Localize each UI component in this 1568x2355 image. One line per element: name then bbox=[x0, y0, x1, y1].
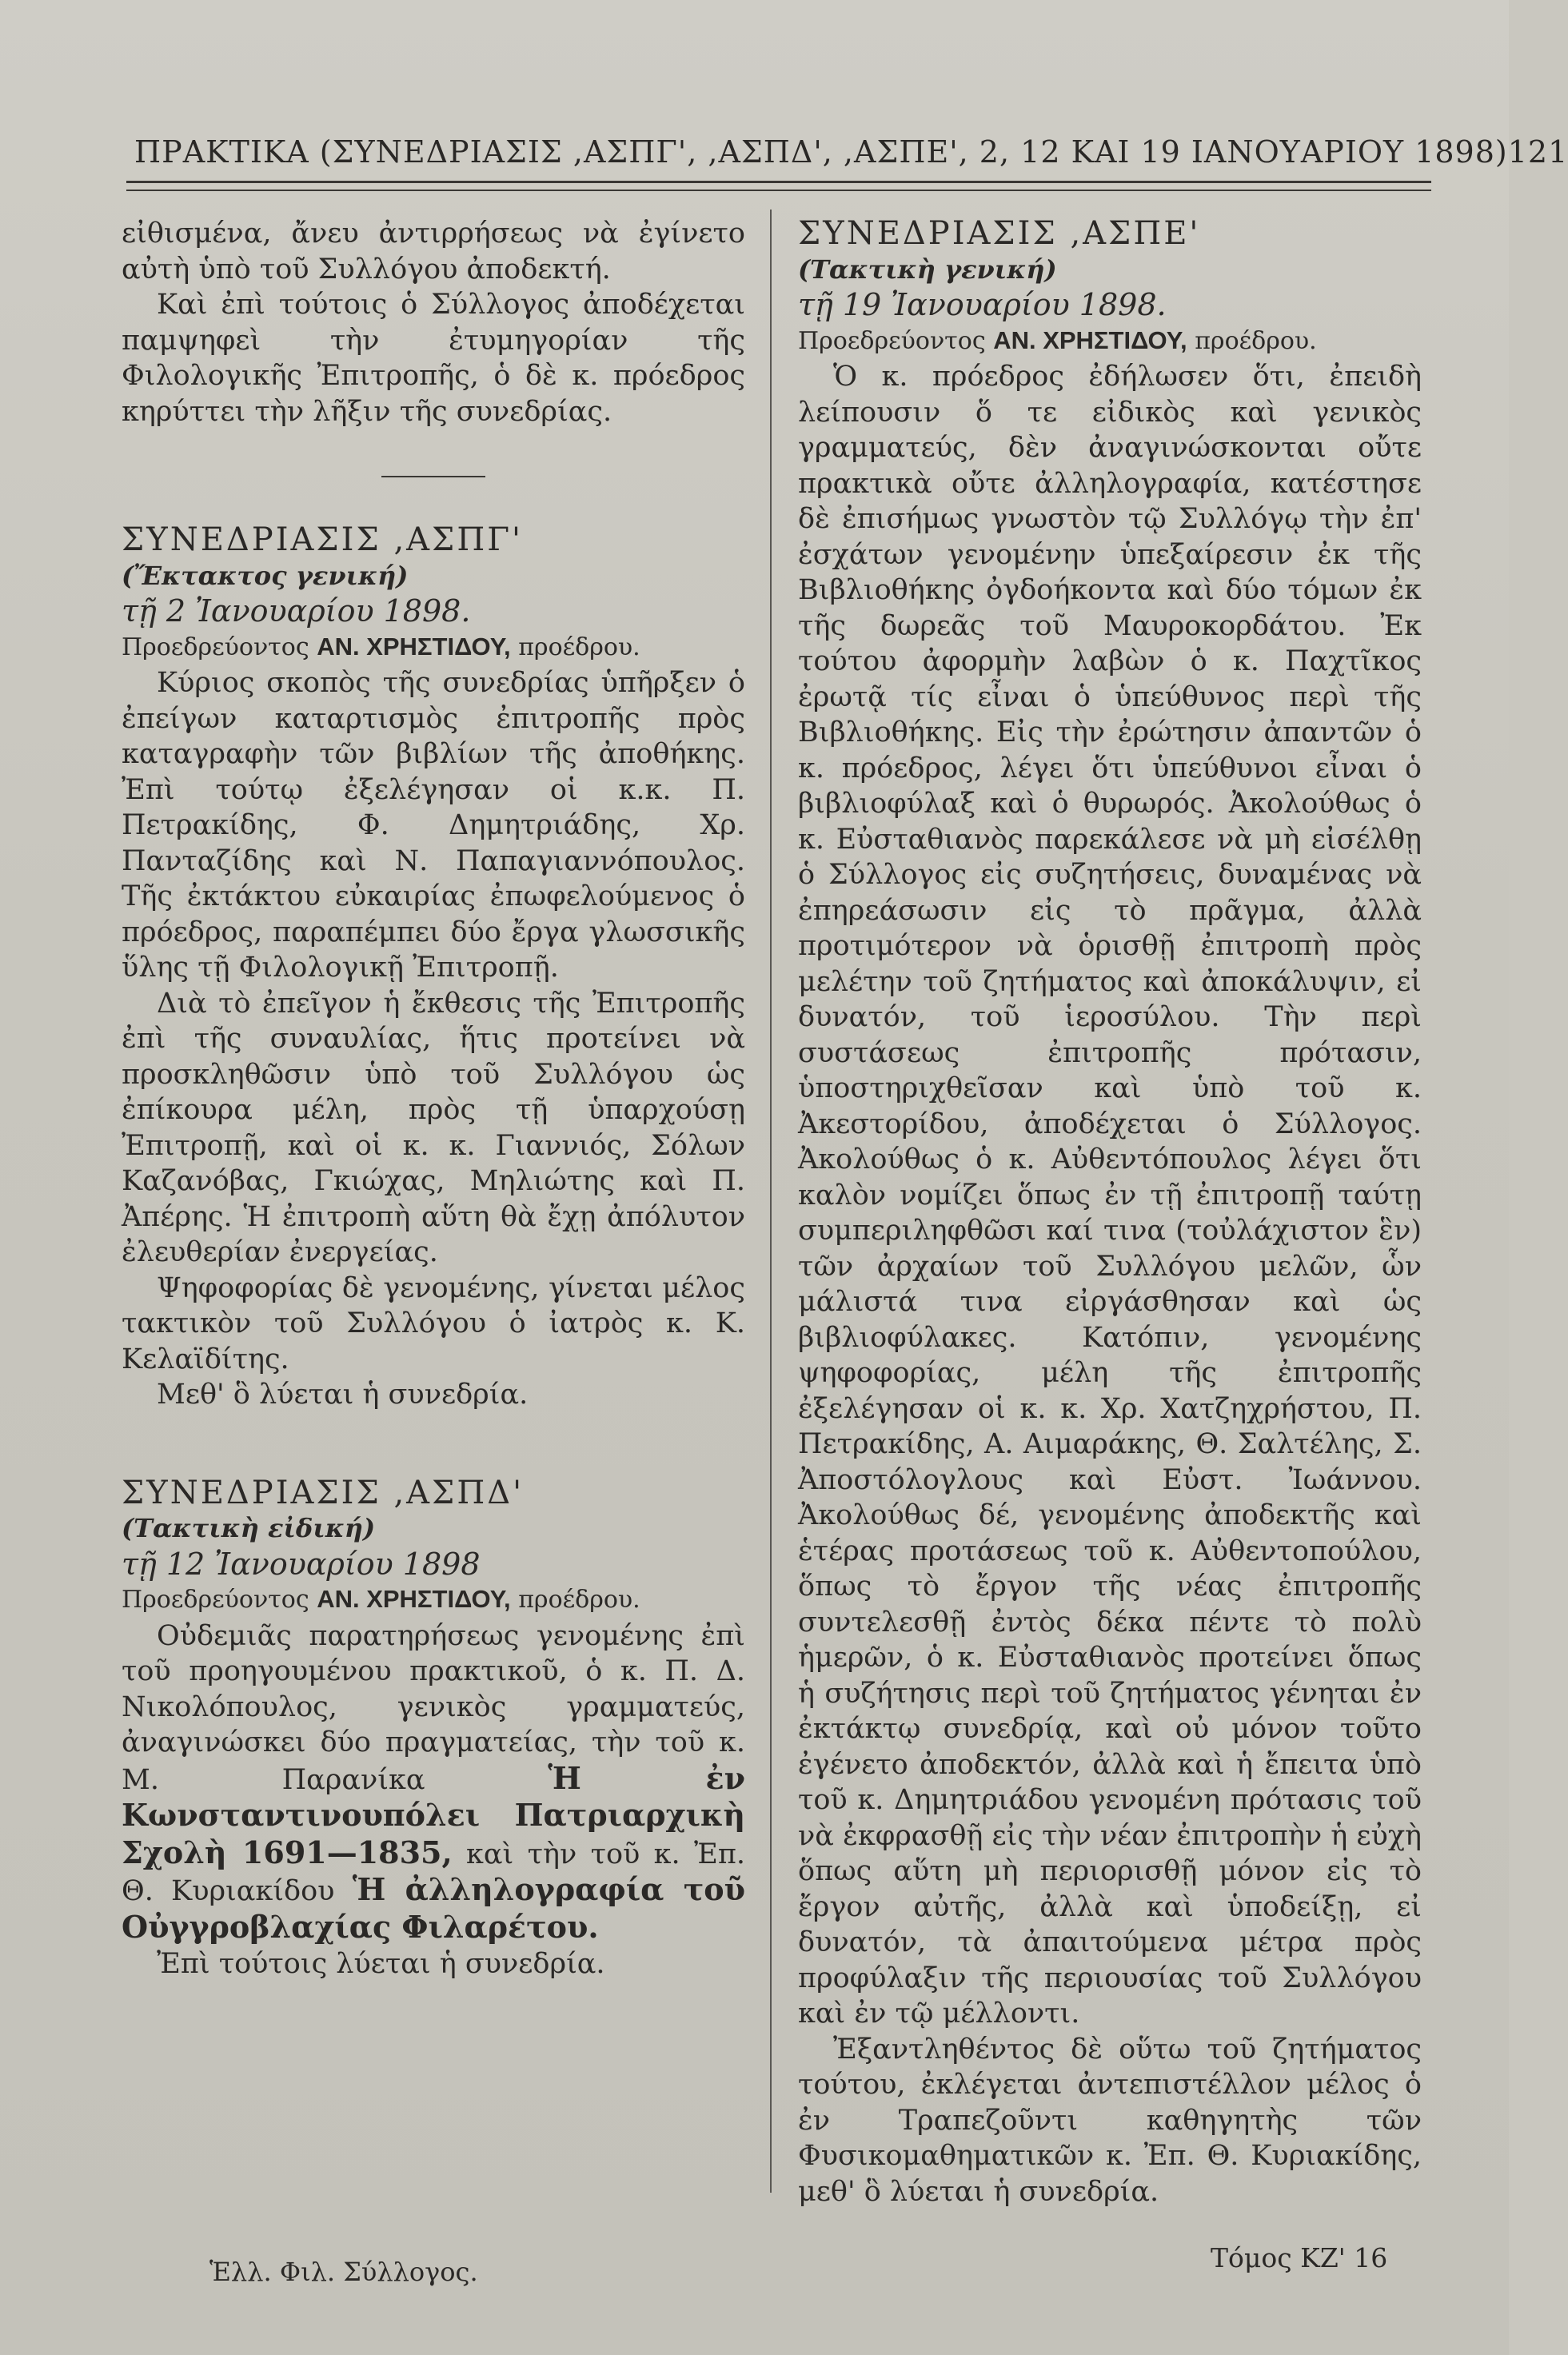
footer-signature: Ἑλλ. Φιλ. Σύλλογος. bbox=[209, 2257, 478, 2287]
presiding-suffix: προέδρου. bbox=[518, 1586, 640, 1614]
presiding-prefix: Προεδρεύοντος bbox=[122, 1586, 309, 1614]
left-column bbox=[122, 216, 745, 1982]
presiding-suffix: προέδρου. bbox=[1195, 326, 1317, 355]
work-title: Ἡ ἀλληλογραφία τοῦ Οὐγγροβλαχίας Φιλαρέτου. bbox=[122, 1871, 745, 1945]
session-paragraph: Ὁ κ. πρόεδρος ἐδήλωσεν ὅτι, ἐπειδὴ λείπουσιν ὅ τε εἰδικὸς καὶ γενικὸς γραμματεύς, δὲν ἀναγινώσκονται οὔτε πρακτικὰ οὔτε ἀλληλογραφία, κατέστησε δὲ ἐπισήμως γνωστὸν τῷ Συλλόγῳ τὴν ἐπ' ἐσχάτων γενομένην ὑπεξαίρεσιν ἐκ τῆς Βιβλιοθήκης ὀγδοήκοντα καὶ δύο τόμων ἐκ τῆς δωρεᾶς τοῦ Μαυροκορδάτου. Ἐκ τούτου ἀφορμὴν λαβὼν ὁ κ. Παχτῖκος ἐρωτᾷ τίς εἶναι ὁ ὑπεύθυνος περὶ τῆς Βιβλιοθήκης. Εἰς τὴν ἐρώτησιν ἀπαντῶν ὁ κ. πρόεδρος, λέγει ὅτι ὑπεύθυνοι εἶναι ὁ βιβλιοφύλαξ καὶ ὁ θυρωρός. Ἀκολούθως ὁ κ. Εὐσταθιανὸς παρεκάλεσε νὰ μὴ εἰσέλθῃ ὁ Σύλλογος εἰς συζητήσεις, δυναμένας νὰ ἐπηρεάσωσιν εἰς τὸ πρᾶγμα, ἀλλὰ προτιμότερον νὰ ὁρισθῇ ἐπιτροπὴ πρὸς μελέτην τοῦ ζητήματος καὶ ἀποκάλυψιν, εἰ δυνατόν, τοῦ ἱεροσύλου. Τὴν περὶ συστάσεως ἐπιτροπῆς πρότασιν, ὑποστηριχθεῖσαν καὶ ὑπὸ τοῦ κ. Ἀκεστορίδου, ἀποδέχεται ὁ Σύλλογος. Ἀκολούθως ὁ κ. Αὐθεντόπουλος λέγει ὅτι καλὸν νομίζει ὅπως ἐν τῇ ἐπιτροπῇ ταύτῃ συμπεριληφθῶσι καί τινα (τοὐλάχιστον ἓν) τῶν ἀρχαίων τοῦ Συλλόγου μελῶν, ὧν μάλιστά τινα εἰργάσθησαν καὶ ὡς βιβλιοφύλακες. Κατόπιν, γενομένης ψηφοφορίας, μέλη τῆς ἐπιτροπῆς ἐξελέγησαν οἱ κ. κ. Χρ. Χατζηχρήστου, Π. Πετρακίδης, Α. Αιμαράκης, Θ. Σαλτέλης, Σ. Ἀποστόλογλους καὶ Εὐστ. Ἰωάννου. Ἀκολούθως δέ, γενομένης ἀποδεκτῆς καὶ ἑτέρας προτάσεως τοῦ κ. Αὐθεντοπούλου, ὅπως τὸ ἔργον τῆς νέας ἐπιτροπῆς συντελεσθῇ ἐντὸς δέκα πέντε τὸ πολὺ ἡμερῶν, ὁ κ. Εὐσταθιανὸς προτείνει ὅπως ἡ συζήτησις περὶ τοῦ ζητήματος γένηται ἐν ἐκτάκτῳ συνεδρίᾳ, καὶ οὐ μόνον τοῦτο ἐγένετο ἀποδεκτόν, ἀλλὰ καὶ ἡ ἔπειτα ὑπὸ τοῦ κ. Δημητριάδου γενομένη πρότασις τοῦ νὰ ἐκφρασθῇ εἰς τὴν νέαν ἐπιτροπὴν ἡ εὐχὴ ὅπως αὕτη μὴ περιορισθῇ μόνον εἰς τὸ ἔργον αὐτῆς, ἀλλὰ καὶ ὑποδείξῃ, εἰ δυνατόν, τὰ ἀπαιτούμενα μέτρα πρὸς προφύλαξιν τῆς περιουσίας τοῦ Συλλόγου καὶ ἐν τῷ μέλλοντι. bbox=[798, 361, 1422, 2030]
presiding-prefix: Προεδρεύοντος bbox=[798, 326, 986, 355]
session-paragraph bbox=[122, 1619, 745, 1947]
session-aspd bbox=[122, 1475, 745, 1982]
presiding-line bbox=[122, 629, 745, 666]
session-paragraph: Διὰ τὸ ἐπεῖγον ἡ ἔκθεσις τῆς Ἐπιτροπῆς ἐπὶ τῆς συναυλίας, ἥτις προτείνει νὰ προσκληθῶσιν ὑπὸ τοῦ Συλλόγου ὡς ἐπίκουρα μέλη, πρὸς τῇ ὑπαρχούσῃ Ἐπιτροπῇ, καὶ οἱ κ. κ. Γιαννιός, Σόλων Καζανόβας, Γκιώχας, Μηλιώτης καὶ Π. Ἀπέρης. Ἡ ἐπιτροπὴ αὕτη θὰ ἔχῃ ἀπόλυτον ἐλευθερίαν ἐνεργείας. bbox=[122, 987, 745, 1268]
presiding-prefix: Προεδρεύοντος bbox=[122, 633, 309, 661]
right-column bbox=[798, 216, 1422, 2209]
session-date: τῇ 19 Ἰανουαρίου 1898. bbox=[798, 287, 1167, 322]
session-paragraph: Ψηφοφορίας δὲ γενομένης, γίνεται μέλος τακτικὸν τοῦ Συλλόγου ὁ ἰατρὸς κ. Κ. Κελαϊδίτης. bbox=[122, 1271, 745, 1375]
session-type: (Τακτικὴ εἰδική) bbox=[122, 1513, 376, 1543]
session-date: τῇ 2 Ἰανουαρίου 1898. bbox=[122, 593, 471, 629]
column-divider bbox=[770, 210, 772, 2193]
session-paragraph: Ἐπὶ τούτοις λύεται ἡ συνεδρία. bbox=[157, 1948, 605, 1980]
session-aspg bbox=[122, 522, 745, 1413]
session-type: (Τακτικὴ γενική) bbox=[798, 253, 1057, 285]
footer-volume: Τόμος ΚΖ' 16 bbox=[1211, 2242, 1388, 2273]
presiding-name: ΑΝ. ΧΡΗΣΤΙΔΟΥ, bbox=[317, 632, 511, 661]
session-date: τῇ 12 Ἰανουαρίου 1898 bbox=[122, 1546, 481, 1582]
session-paragraph: Μεθ' ὃ λύεται ἡ συνεδρία. bbox=[157, 1379, 529, 1411]
session-paragraph: Ἐξαντληθέντος δὲ οὕτω τοῦ ζητήματος τούτου, ἐκλέγεται ἀντεπιστέλλον μέλος ὁ ἐν Τραπεζοῦντι καθηγητὴς τῶν Φυσικομαθηματικῶν κ. Ἐπ. Θ. Κυριακίδης, μεθ' ὃ λύεται ἡ συνεδρία. bbox=[798, 2033, 1422, 2208]
session-paragraph: Κύριος σκοπὸς τῆς συνεδρίας ὑπῆρξεν ὁ ἐπείγων καταρτισμὸς ἐπιτροπῆς πρὸς καταγραφὴν τῶν βιβλίων τῆς ἀποθήκης. Ἐπὶ τούτῳ ἐξελέγησαν οἱ κ.κ. Π. Πετρακίδης, Φ. Δημητριάδης, Χρ. Πανταζίδης καὶ Ν. Παπαγιαννόπουλος. Τῆς ἐκτάκτου εὐκαιρίας ἐπωφελούμενος ὁ πρόεδρος, παραπέμπει δύο ἔργα γλωσσικῆς ὕλης τῇ Φιλολογικῇ Ἐπιτροπῇ. bbox=[122, 667, 745, 984]
header-title: ΠΡΑΚΤΙΚΑ (ΣΥΝΕΔΡΙΑΣΙΣ ,ΑΣΠΓ', ,ΑΣΠΔ', ,ΑΣΠΕ', 2, 12 ΚΑΙ 19 ΙΑΝΟΥΑΡΙΟΥ 1898) bbox=[134, 134, 1508, 170]
section-spacer bbox=[122, 1413, 745, 1475]
running-header bbox=[134, 134, 1568, 170]
page-number: 121 bbox=[1507, 134, 1568, 170]
session-type: (Ἔκτακτος γενική) bbox=[122, 560, 409, 591]
intro-paragraph-2: Καὶ ἐπὶ τούτοις ὁ Σύλλογος ἀποδέχεται παμψηφεὶ τὴν ἐτυμηγορίαν τῆς Φιλολογικῆς Ἐπιτροπῆς, ὁ δὲ κ. πρόεδρος κηρύττει τὴν λῆξιν τῆς συνεδρίας. bbox=[122, 289, 745, 428]
work-title: Ἡ ἐν Κωνσταντινουπόλει Πατριαρχικὴ Σχολὴ 1691—1835, bbox=[122, 1759, 746, 1870]
presiding-line bbox=[798, 323, 1422, 360]
presiding-line bbox=[122, 1582, 745, 1619]
paragraph-text: Οὐδεμιᾶς παρατηρήσεως γενομένης ἐπὶ τοῦ προηγουμένου πρακτικοῦ, ὁ κ. Π. Δ. Νικολόπουλος, γενικὸς γραμματεύς, ἀναγινώσκει δύο πραγματείας, τὴν τοῦ κ. Μ. Παρανίκα bbox=[122, 1619, 745, 1796]
presiding-name: ΑΝ. ΧΡΗΣΤΙΔΟΥ, bbox=[317, 1585, 511, 1613]
session-heading: ΣΥΝΕΔΡΙΑΣΙΣ ,ΑΣΠΔ' bbox=[122, 1474, 525, 1511]
header-rule bbox=[126, 181, 1431, 191]
session-heading: ΣΥΝΕΔΡΙΑΣΙΣ ,ΑΣΠΓ' bbox=[122, 521, 523, 558]
presiding-name: ΑΝ. ΧΡΗΣΤΙΔΟΥ, bbox=[993, 325, 1187, 354]
paragraph-text: καὶ τὴν τοῦ κ. Ἐπ. Θ. Κυριακίδου bbox=[122, 1838, 745, 1907]
intro-paragraph-1: εἰθισμένα, ἄνευ ἀντιρρήσεως νὰ ἐγίνετο αὐτὴ ὑπὸ τοῦ Συλλόγου ἀποδεκτή. bbox=[122, 218, 745, 285]
presiding-suffix: προέδρου. bbox=[518, 633, 640, 661]
session-heading: ΣΥΝΕΔΡΙΑΣΙΣ ,ΑΣΠΕ' bbox=[798, 215, 1201, 252]
section-separator bbox=[381, 476, 485, 477]
session-aspe bbox=[798, 216, 1422, 2209]
